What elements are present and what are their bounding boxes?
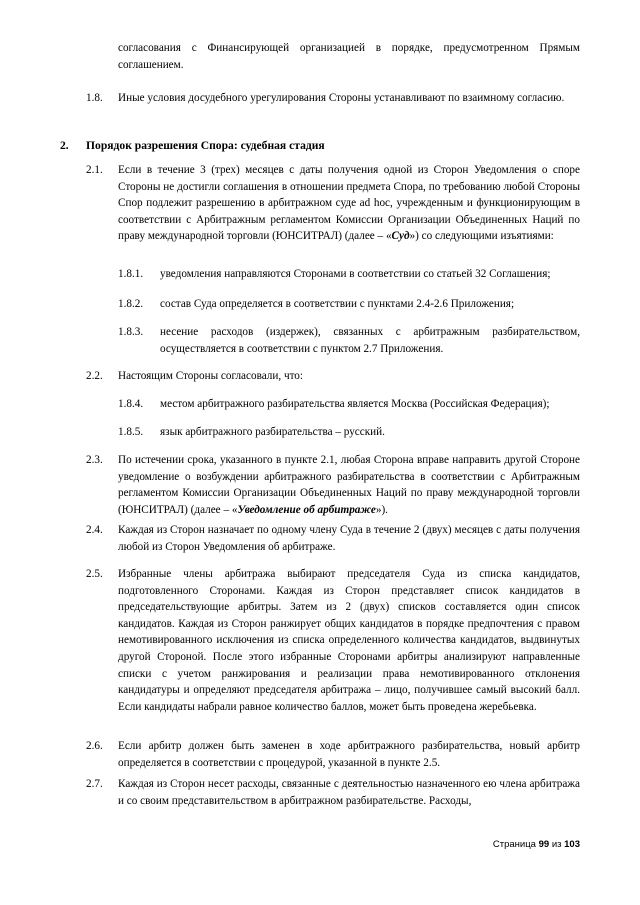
- clause-number: 2.5.: [86, 568, 103, 580]
- defined-term: Уведомление об арбитраже: [237, 503, 376, 516]
- subclause-1-8-3-text: несение расходов (издержек), связанных с арбитражным разбирательством, осуществляется в соответствии с пунктом 2.7 Приложения.: [160, 326, 580, 355]
- clause-text: Если в течение 3 (трех) месяцев с даты получения одной из Сторон Уведомления о споре Стороны не достигли соглашения в отношении предмета Спора, по требованию любой Стороны Спор подлежит разрешению в арбитражном суде ad hoc, учрежденным и функционирующим в соответствии с Арбитражным регламентом Комиссии Организации Объединенных Наций по праву международной торговли (ЮНСИТРАЛ) (далее – «: [118, 164, 580, 243]
- subclause-number: 1.8.1.: [118, 268, 144, 280]
- clause-1-8-text: Иные условия досудебного урегулирования Стороны устанавливают по взаимному согласию.: [118, 92, 565, 104]
- subclause-1-8-2-text: состав Суда определяется в соответствии с пунктами 2.4-2.6 Приложения;: [160, 298, 515, 310]
- clause-2-2-text: Настоящим Стороны согласовали, что:: [118, 370, 304, 382]
- clause-2-4-text: Каждая из Сторон назначает по одному члену Суда в течение 2 (двух) месяцев с даты получения любой из Сторон Уведомления об арбитраже.: [118, 524, 580, 553]
- footer-of: из: [551, 839, 562, 850]
- subclause-number: 1.8.4.: [118, 398, 144, 410]
- clause-2-3-text: [118, 452, 580, 518]
- clause-number: 2.1.: [86, 164, 103, 176]
- clause-number: 2.7.: [86, 778, 103, 790]
- clause-number: 2.4.: [86, 524, 103, 536]
- subclause-number: 1.8.2.: [118, 298, 144, 310]
- subclause-number: 1.8.3.: [118, 326, 144, 338]
- page-number: 99: [538, 839, 550, 850]
- clause-text: По истечении срока, указанного в пункте 2.1, любая Сторона вправе направить другой Стороне уведомление о возбуждении арбитражного разбирательства в соответствии с Арбитражным регламентом Комиссии Организации Объединенных Наций по праву международной торговли (ЮНСИТРАЛ) (далее – «: [118, 454, 580, 516]
- page-total: 103: [564, 839, 580, 850]
- subclause-1-8-4-text: местом арбитражного разбирательства является Москва (Российская Федерация);: [160, 398, 550, 410]
- subclause-number: 1.8.5.: [118, 426, 144, 438]
- clause-text: ») со следующими изъятиями:: [409, 230, 554, 243]
- section-heading: Порядок разрешения Спора: судебная стадия: [86, 139, 325, 152]
- continuation-paragraph: согласования с Финансирующей организацией в порядке, предусмотренном Прямым соглашением.: [118, 42, 580, 71]
- clause-text: »).: [375, 503, 388, 516]
- clause-number: 1.8.: [86, 92, 103, 104]
- defined-term: Суд: [391, 230, 410, 243]
- clause-2-7-text: Каждая из Сторон несет расходы, связанные с деятельностью назначенного ею члена арбитража и со своим представительством в арбитражном разбирательстве. Расходы,: [118, 778, 580, 807]
- clause-2-5-text: Избранные члены арбитража выбирают председателя Суда из списка кандидатов, подготовленного Сторонами. Каждая из Сторон представляет список кандидатов в председательствующие арбитры. Затем из 2 (двух) списков составляется один список кандидатов. Каждая из Сторон ранжирует общих кандидатов в порядке предпочтения с правом немотивированного исключения из списка определенного количества кандидатов, выдвинутых другой Стороной. После этого избранные Сторонами арбитры анализируют направленные списки с учетом ранжирования и реализации права немотивированного отклонения кандидатуры и определяют председателя арбитража – лицо, получившее самый высокий балл. Если кандидаты набрали равное количество баллов, может быть проведена жеребьевка.: [118, 568, 580, 713]
- page-footer: [493, 839, 580, 851]
- clause-2-1-text: [118, 162, 580, 245]
- footer-label: Страница: [492, 839, 536, 850]
- subclause-1-8-1-text: уведомления направляются Сторонами в соответствии со статьей 32 Соглашения;: [160, 268, 551, 280]
- subclause-1-8-5-text: язык арбитражного разбирательства – русский.: [160, 426, 385, 438]
- clause-2-6-text: Если арбитр должен быть заменен в ходе арбитражного разбирательства, новый арбитр определяется в соответствии с процедурой, указанной в пункте 2.5.: [118, 740, 580, 769]
- section-number: 2.: [60, 139, 69, 152]
- clause-number: 2.2.: [86, 370, 103, 382]
- clause-number: 2.6.: [86, 740, 103, 752]
- clause-number: 2.3.: [86, 454, 103, 466]
